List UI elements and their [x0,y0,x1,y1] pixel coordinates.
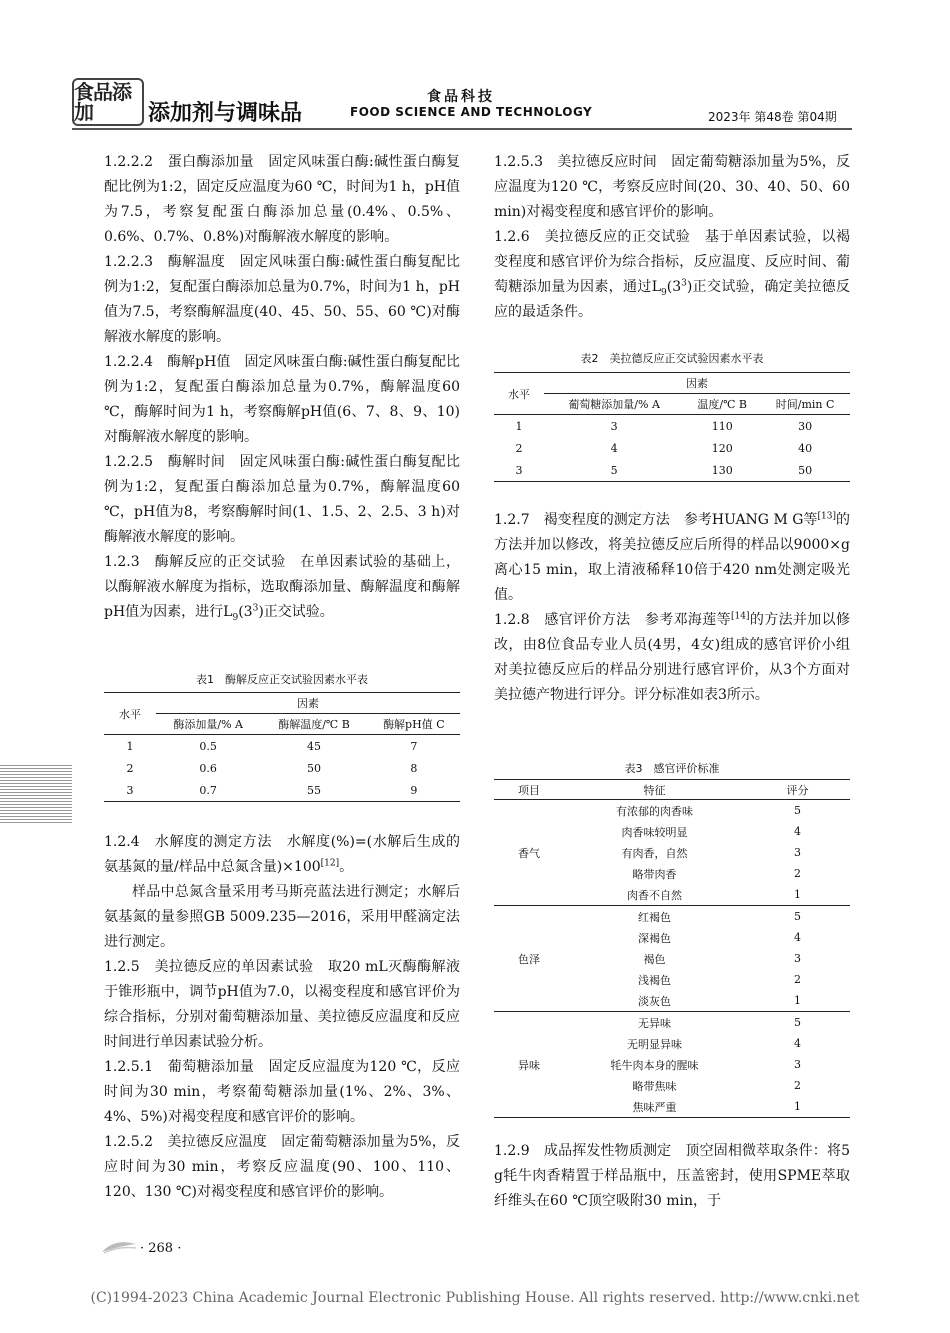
para-1-2-3: 1.2.3 酶解反应的正交试验 在单因素试验的基础上，以酶解液水解度为指标，选取酶添加量、酶解温度和酶解pH值为因素，进行$L_9(3^3)$正交试验。 [104,554,460,623]
logo-seal: 食品添加 [72,78,144,126]
para-total-nitrogen: 样品中总氮含量采用考马斯亮蓝法进行测定；水解后氨基氮的量参照GB 5009.235—2016，采用甲醛滴定法进行测定。 [104,884,460,950]
table-cell: 2 [794,1079,801,1092]
table-cell: 110 [711,419,733,433]
journal-logo [72,78,142,122]
table-cell: 1 [794,994,801,1007]
para-1-2-4: 1.2.4 水解度的测定方法 水解度(%)=(水解后生成的氨基氮的量/样品中总氮含量)×100[12]。 [104,834,460,875]
table-cell: 9 [410,783,418,797]
table-cell: 淡灰色 [638,994,671,1008]
table-cell: 1 [126,739,134,753]
table1-col-b: 酶解温度/℃ B [278,718,350,731]
table-row [494,415,850,438]
table-cell: 有肉香，自然 [621,846,688,860]
table-cell: 褐色 [643,952,666,966]
table3 [494,779,850,1118]
table1 [104,692,460,802]
table2-caption: 表2 美拉德反应正交试验因素水平表 [580,352,764,365]
table-cell: 无异味 [638,1016,671,1030]
para-1-2-9: 1.2.9 成品挥发性物质测定 顶空固相微萃取条件：将5 g牦牛肉香精置于样品瓶中，压盖密封，使用SPME萃取纤维头在60 ℃顶空吸附30 min，于 [494,1143,850,1209]
table2-col-c: 时间/min C [775,398,835,411]
para-1-2-6: 1.2.6 美拉德反应的正交试验 基于单因素试验，以褐变程度和感官评价为综合指标，反应温度、反应时间、葡萄糖添加量为因素，通过$L_9(3^3)$正交试验，确定美拉德反应的最适条件。 [494,229,851,320]
para-1-2-7: 1.2.7 褐变程度的测定方法 参考HUANG M G等[13]的方法并加以修改，将美拉德反应后所得的样品以9000×g离心15 min，取上清液稀释10倍于420 nm处测定吸光值。 [494,511,851,603]
table3-col-feature: 特征 [643,783,666,797]
para-1-2-8: 1.2.8 感官评价方法 参考邓海莲等[14]的方法并加以修改，由8位食品专业人员(4男，4女)组成的感官评价小组对美拉德反应后的样品分别进行感官评价，从3个方面对美拉德产物进行评分。评分标准如表3所示。 [494,611,851,703]
table-cell: 4 [610,441,618,455]
para-1-2-5-2: 1.2.5.2 美拉德反应温度 固定葡萄糖添加量为5%，反应时间为30 min，考察反应温度(90、100、110、120、130 ℃)对褐变程度和感官评价的影响。 [104,1134,460,1200]
table-cell: 120 [711,441,733,455]
table1-level-header: 水平 [119,707,141,721]
table2 [494,372,850,482]
copyright-footer: (C)1994-2023 China Academic Journal Electronic Publishing House. All rights reserved. http://www.cnki.net [90,1290,860,1306]
table-cell: 1 [515,419,523,433]
table-cell: 2 [126,761,134,775]
table-row [494,459,850,482]
para-1-2-2-5: 1.2.2.5 酶解时间 固定风味蛋白酶:碱性蛋白酶复配比例为1:2，复配蛋白酶添加总量为0.7%，酶解温度60 ℃，pH值为8，考察酶解时间(1、1.5、2、2.5、3 h)对酶解液水解度的影响。 [104,454,460,545]
table-cell: 4 [794,825,801,838]
table-cell: 45 [307,739,322,753]
table-cell: 130 [711,463,733,477]
table-cell: 50 [307,761,322,775]
table1-caption: 表1 酶解反应正交试验因素水平表 [196,673,368,686]
table-cell: 无明显异味 [627,1037,682,1051]
table-row [494,437,850,459]
table-cell: 焦味严重 [632,1100,677,1114]
table-cell: 4 [794,1037,801,1050]
table3-caption: 表3 感官评价标准 [624,762,720,775]
table-cell: 5 [794,910,801,923]
table-cell: 50 [798,463,813,477]
table-cell: 3 [794,846,801,859]
right-column-bottom [494,1139,850,1214]
table-row [104,757,460,779]
table3-group-color: 色泽 [494,906,564,1012]
para-1-2-5: 1.2.5 美拉德反应的单因素试验 取20 mL灭酶酶解液于锥形瓶中，调节pH值为7.0，以褐变程度和感官评价为综合指标，分别对葡萄糖添加量、美拉德反应温度和反应时间进行单因素试验分析。 [104,959,460,1050]
table2-level-header: 水平 [508,387,530,401]
page-number: · 268 · [140,1241,182,1256]
journal-title-cn: 食品科技 [427,89,495,105]
table-cell: 7 [410,739,418,753]
table-row [494,906,850,928]
table-row [104,779,460,802]
table-cell: 3 [794,952,801,965]
table-cell: 略带肉香 [632,867,677,881]
table-cell: 浅褐色 [638,973,671,987]
table-cell: 2 [794,973,801,986]
table-cell: 0.5 [199,739,217,753]
table-cell: 0.6 [199,761,217,775]
para-1-2-5-1: 1.2.5.1 葡萄糖添加量 固定反应温度为120 ℃，反应时间为30 min，考察葡萄糖添加量(1%、2%、3%、4%、5%)对褐变程度和感官评价的影响。 [104,1059,460,1125]
table2-factor-header: 因素 [544,373,850,394]
table-cell: 3 [794,1058,801,1071]
table-cell: 3 [610,419,618,433]
table-row [494,800,850,822]
journal-title-en: FOOD SCIENCE AND TECHNOLOGY [350,105,593,119]
section-title: 添加剂与调味品 [148,101,303,126]
table1-factor-header: 因素 [156,693,460,714]
header-divider [72,128,852,130]
table-cell: 40 [798,441,813,455]
table1-col-a: 酶添加量/% A [173,718,243,731]
left-column-top [104,150,460,625]
table-row [494,1012,850,1034]
para-1-2-5-3: 1.2.5.3 美拉德反应时间 固定葡萄糖添加量为5%，反应温度为120 ℃，考察反应时间(20、30、40、50、60 min)对褐变程度和感官评价的影响。 [494,154,850,220]
leaf-ornament-icon [100,1238,138,1254]
table-cell: 略带焦味 [632,1079,677,1093]
table-cell: 0.7 [199,783,217,797]
table-cell: 8 [410,761,418,775]
table-cell: 牦牛肉本身的腥味 [610,1058,699,1072]
table-cell: 4 [794,931,801,944]
table-cell: 2 [515,441,523,455]
table-cell: 2 [794,867,801,880]
table1-col-c: 酶解pH值 C [383,718,445,731]
para-1-2-2-4: 1.2.2.4 酶解pH值 固定风味蛋白酶:碱性蛋白酶复配比例为1:2，复配蛋白酶添加总量为0.7%，酶解温度60 ℃，酶解时间为1 h，考察酶解pH值(6、7、8、9、10)对酶解液水解度的影响。 [104,354,460,445]
para-1-2-2-2: 1.2.2.2 蛋白酶添加量 固定风味蛋白酶:碱性蛋白酶复配比例为1:2，固定反应温度为60 ℃，时间为1 h，pH值为7.5，考察复配蛋白酶添加总量(0.4%、0.5%、0.6%、0.7%、0.8%)对酶解液水解度的影响。 [104,154,461,245]
table-cell: 深褐色 [638,931,671,945]
table-cell: 5 [794,804,801,817]
table3-group-aroma: 香气 [494,800,564,906]
side-stripe [0,765,72,825]
table-row [104,735,460,758]
para-1-2-2-3: 1.2.2.3 酶解温度 固定风味蛋白酶:碱性蛋白酶复配比例为1:2，复配蛋白酶添加总量为0.7%，时间为1 h，pH值为7.5，考察酶解温度(40、45、50、55、60 ℃)对酶解液水解度的影响。 [104,254,460,345]
table3-col-item: 项目 [518,783,540,797]
table-cell: 肉香不自然 [627,888,682,902]
table-cell: 肉香味较明显 [621,825,688,839]
table-cell: 1 [794,888,801,901]
right-column-middle [494,508,850,708]
table-cell: 红褐色 [638,910,671,924]
right-column-top [494,150,850,325]
left-column-bottom [104,830,460,1205]
table-cell: 5 [610,463,618,477]
table-cell: 3 [126,783,134,797]
issue-info: 2023年 第48卷 第04期 [708,110,837,124]
table2-col-a: 葡萄糖添加量/% A [568,398,660,411]
table-cell: 55 [307,783,322,797]
table-cell: 有浓郁的肉香味 [616,804,693,818]
table3-col-score: 评分 [786,783,809,797]
table3-group-offflavor: 异味 [494,1012,564,1118]
table-cell: 1 [794,1100,801,1113]
table2-col-b: 温度/℃ B [697,398,747,411]
table-cell: 5 [794,1016,801,1029]
table-cell: 30 [798,419,813,433]
table-cell: 3 [515,463,523,477]
